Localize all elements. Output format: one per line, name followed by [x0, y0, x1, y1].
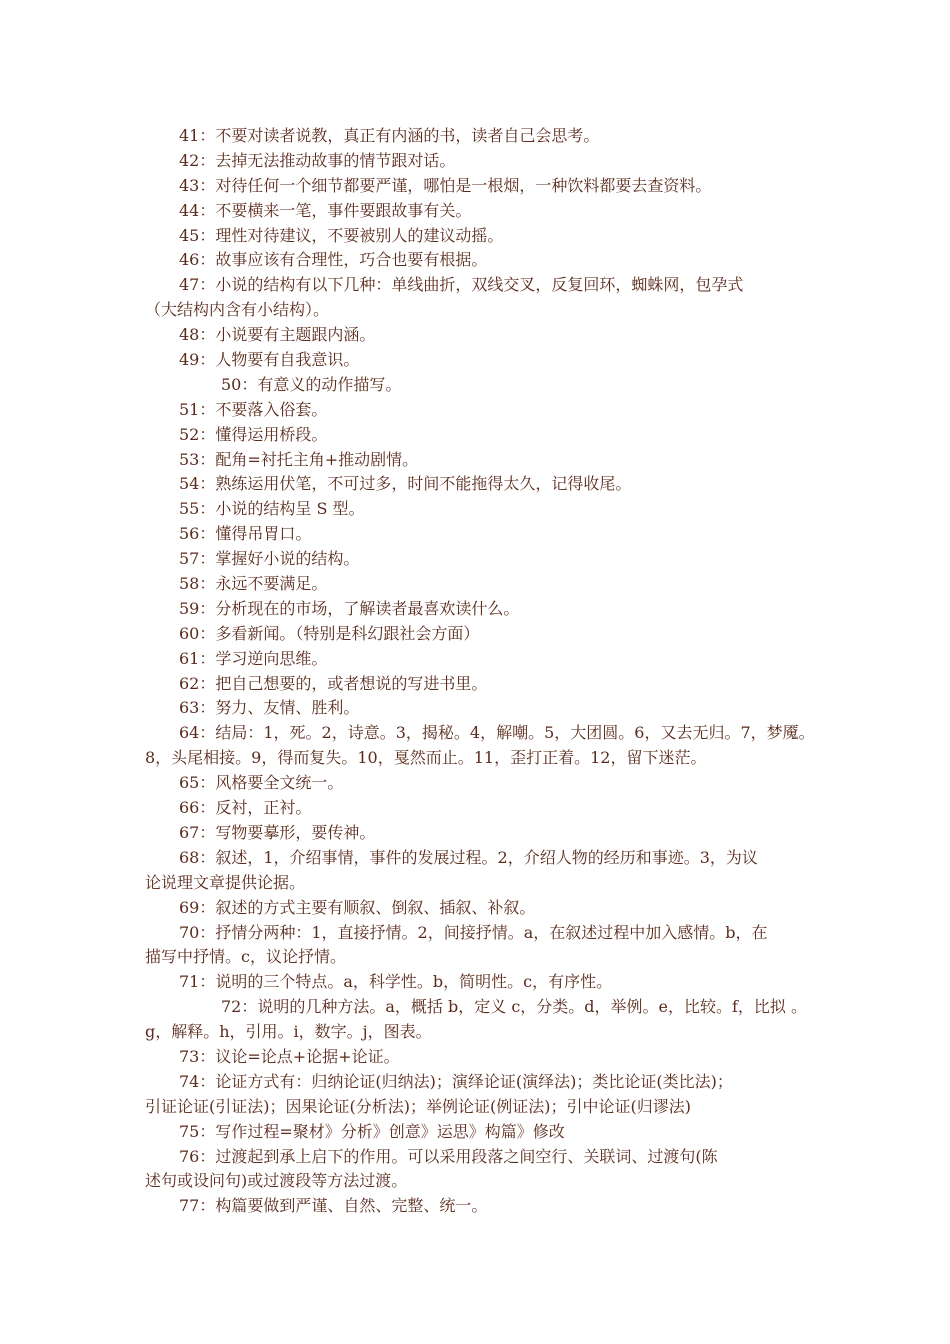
text-line: 引证论证(引证法)；因果论证(分析法)；举例论证(例证法)；引中论证(归谬法) — [145, 1096, 691, 1116]
text-line: 53：配角=衬托主角+推动剧情。 — [179, 449, 419, 469]
text-line: 47：小说的结构有以下几种：单线曲折，双线交叉，反复回环，蜘蛛网，包孕式 — [179, 275, 744, 295]
text-line: 73：议论=论点+论据+论证。 — [179, 1046, 400, 1066]
text-line: 76：过渡起到承上启下的作用。可以采用段落之间空行、关联词、过渡句(陈 — [179, 1146, 718, 1166]
text-line: 63：努力、友情、胜利。 — [179, 698, 360, 718]
text-line: 49：人物要有自我意识。 — [179, 350, 360, 370]
text-line: 67：写物要摹形，要传神。 — [179, 822, 376, 842]
document-page — [145, 124, 825, 1219]
text-line: 41：不要对读者说教，真正有内涵的书，读者自己会思考。 — [179, 126, 600, 145]
text-line: 75：写作过程=聚材》分析》创意》运思》构篇》修改 — [179, 1121, 565, 1141]
text-line: 50：有意义的动作描写。 — [221, 374, 402, 394]
text-line: 45：理性对待建议，不要被别人的建议动摇。 — [179, 225, 504, 245]
text-line: 46：故事应该有合理性，巧合也要有根据。 — [179, 250, 488, 270]
text-line: 56：懂得吊胃口。 — [179, 524, 312, 544]
text-line: （大结构内含有小结构）。 — [145, 300, 330, 320]
text-line: 66：反衬，正衬。 — [179, 798, 312, 818]
text-line: 54：熟练运用伏笔，不可过多，时间不能拖得太久，记得收尾。 — [179, 474, 632, 494]
text-line: 72：说明的几种方法。a，概括 b，定义 c，分类。d，举例。e，比较。f，比拟 。 — [221, 997, 807, 1017]
text-line: 77：构篇要做到严谨、自然、完整、统一。 — [179, 1196, 488, 1216]
text-line: 43：对待任何一个细节都要严谨，哪怕是一根烟，一种饮料都要去查资料。 — [179, 175, 712, 195]
text-line: 51：不要落入俗套。 — [179, 399, 328, 419]
text-line: 68：叙述，1，介绍事情，事件的发展过程。2，介绍人物的经历和事迹。3，为议 — [179, 847, 758, 867]
text-line: 57：掌握好小说的结构。 — [179, 549, 360, 569]
text-line: 61：学习逆向思维。 — [179, 648, 328, 668]
text-line: 44：不要横来一笔，事件要跟故事有关。 — [179, 200, 472, 220]
text-line: 8，头尾相接。9，得而复失。10，戛然而止。11，歪打正着。12，留下迷茫。 — [145, 748, 707, 768]
text-line: 55：小说的结构呈 S 型。 — [179, 499, 365, 519]
text-line: 64：结局：1，死。2，诗意。3，揭秘。4，解嘲。5，大团圆。6，又去无归。7，梦魇。 — [179, 723, 815, 743]
text-line: 59：分析现在的市场，了解读者最喜欢读什么。 — [179, 598, 520, 618]
text-line: 71：说明的三个特点。a，科学性。b，简明性。c，有序性。 — [179, 972, 613, 992]
text-line: 论说理文章提供论据。 — [145, 872, 306, 892]
text-line: g，解释。h，引用。i，数字。j，图表。 — [145, 1022, 432, 1042]
text-line: 58：永远不要满足。 — [179, 574, 328, 594]
text-line: 48：小说要有主题跟内涵。 — [179, 325, 376, 345]
text-line: 60：多看新闻。（特别是科幻跟社会方面） — [179, 623, 480, 643]
text-line: 52：懂得运用桥段。 — [179, 424, 328, 444]
text-line: 74：论证方式有：归纳论证(归纳法)；演绎论证(演绎法)；类比论证(类比法)； — [179, 1071, 733, 1091]
text-line: 述句或设问句)或过渡段等方法过渡。 — [145, 1171, 408, 1191]
text-line: 69：叙述的方式主要有顺叙、倒叙、插叙、补叙。 — [179, 897, 536, 917]
text-line: 70：抒情分两种：1，直接抒情。2，间接抒情。a，在叙述过程中加入感情。b，在 — [179, 922, 768, 942]
text-line: 描写中抒情。c，议论抒情。 — [145, 947, 346, 967]
text-line: 42：去掉无法推动故事的情节跟对话。 — [179, 150, 456, 170]
text-line: 62：把自己想要的，或者想说的写进书里。 — [179, 673, 488, 693]
text-line: 65：风格要全文统一。 — [179, 773, 344, 793]
